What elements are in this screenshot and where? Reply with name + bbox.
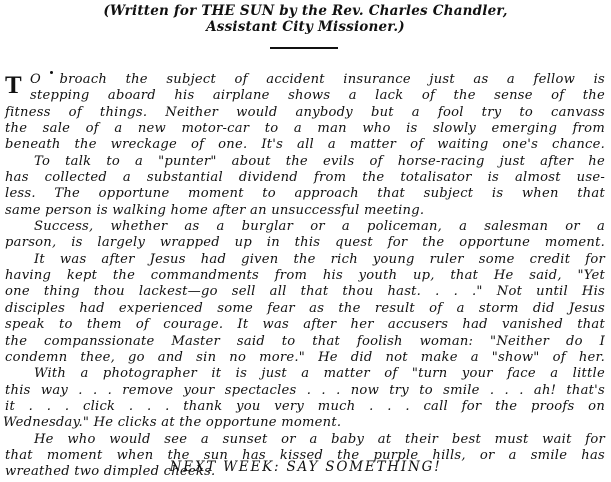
article-line: It was after Jesus had given the rich young ruler some credit for bbox=[34, 251, 605, 267]
article-line: disciples had experienced some fear as the result of a storm did Jesus bbox=[5, 300, 605, 316]
title-rule bbox=[270, 47, 338, 49]
article-line: less. The opportune moment to approach that subject is when that bbox=[5, 186, 605, 202]
article-line: parson, is largely wrapped up in this quest for the opportune moment. bbox=[5, 235, 605, 251]
drop-cap: T bbox=[5, 72, 22, 99]
article-line: the companssionate Master said to that foolish woman: "Neither do I bbox=[5, 333, 605, 349]
article-line: beneath the wreckage of one. It's all a matter of waiting one's chance. bbox=[5, 137, 605, 153]
article-line: fitness of things. Neither would anybody but a fool try to canvass bbox=[5, 104, 605, 120]
byline-line-2: Assistant City Missioner.) bbox=[206, 19, 405, 35]
article-line: wreathed two dimpled cheeks. bbox=[5, 464, 216, 480]
article-line: Success, whether as a burglar or a policeman, a salesman or a bbox=[34, 219, 605, 235]
article-body bbox=[0, 72, 611, 481]
article-line: speak to them of courage. It was after her accusers had vanished that bbox=[5, 317, 605, 333]
article-line: Wednesday." He clicks at the opportune moment. bbox=[3, 415, 342, 431]
article-line: one thing thou lackest—go sell all that thou hast. . . ." Not until His bbox=[5, 284, 605, 300]
article-line: condemn thee, go and sin no more." He did not make a "show" of her. bbox=[5, 349, 605, 365]
article-line: that moment when the sun has kissed the purple hills, or a smile has bbox=[5, 447, 605, 463]
article-line: has collected a substantial dividend from the totalisator is almost use- bbox=[5, 170, 605, 186]
article-line: O broach the subject of accident insurance just as a fellow is bbox=[30, 72, 605, 87]
byline-line-1: (Written for THE SUN by the Rev. Charles Chandler, bbox=[103, 3, 508, 19]
article-line: To talk to a "punter" about the evils of horse-racing just after he bbox=[34, 153, 605, 169]
article-line: stepping aboard his airplane shows a lack of the sense of the bbox=[30, 88, 605, 104]
article-line: same person is walking home after an unsuccessful meeting. bbox=[5, 202, 425, 218]
article-line: He who would see a sunset or a baby at their best must wait for bbox=[34, 431, 605, 447]
article-line: it . . . click . . . thank you very much . . . call for the proofs on bbox=[5, 398, 605, 414]
article-line: this way . . . remove your spectacles . . . now try to smile . . . ah! that's bbox=[5, 382, 605, 398]
article-line: With a photographer it is just a matter of "turn your face a little bbox=[34, 366, 605, 382]
article-line: the sale of a new motor-car to a man who is slowly emerging from bbox=[5, 121, 605, 137]
article-line: having kept the commandments from his youth up, that He said, "Yet bbox=[5, 268, 605, 284]
next-week-teaser: NEXT WEEK: SAY SOMETHING! bbox=[169, 459, 442, 475]
